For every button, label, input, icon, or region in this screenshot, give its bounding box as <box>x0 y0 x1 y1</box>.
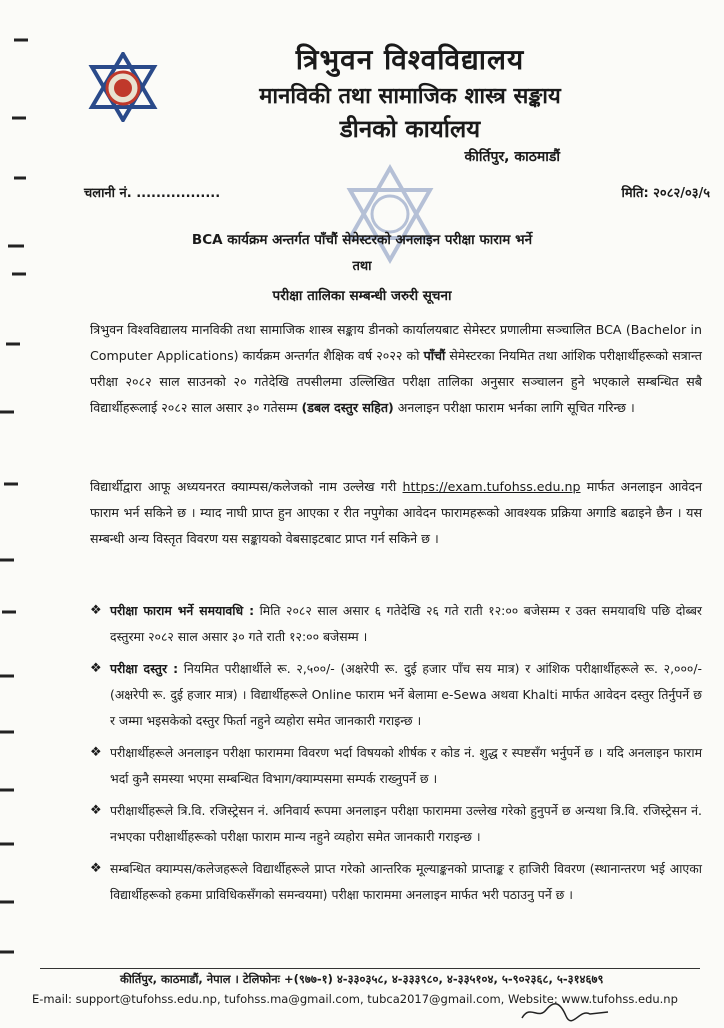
list-item-text: सम्बन्धित क्याम्पस/कलेजहरूले विद्यार्थीहरूले प्राप्त गरेको आन्तरिक मूल्याङ्कनको प्राप्ताङ्क र हाजिरी विवरण (स्थानान्तरण भई आएका विद्यार्थीहरूको हकमा प्राविधिकसँगको समन्वयमा) परीक्षा फाराममा अनलाइन मार्फत भरी पठाउनु पर्ने छ । <box>110 861 702 902</box>
signature <box>520 1000 610 1024</box>
office-name: डीनको कार्यालय <box>339 114 481 143</box>
office-stamp <box>330 160 450 270</box>
intro-text-1: त्रिभुवन विश्वविद्यालय मानविकी तथा सामाजिक शास्त्र सङ्काय डीनको कार्यालयबाट सेमेस्टर प्रणालीमा सञ्चालित BCA (Bachelor in Computer Applications) कार्यक्रम अन्तर्गत शैक्षिक वर्ष २०२२ को <box>90 322 702 363</box>
office-place: कीर्तिपुर, काठमाडौं <box>464 149 560 165</box>
bullet-icon: ❖ <box>90 661 102 676</box>
scan-edge-marks <box>0 0 30 1024</box>
notice-subtitle: परीक्षा तालिका सम्बन्धी जरुरी सूचना <box>272 288 452 304</box>
university-logo <box>88 52 158 122</box>
list-item-text: नियमित परीक्षार्थीले रू. २,५००/- (अक्षरेपी रू. दुई हजार पाँच सय मात्र) र आंशिक परीक्षार्थीहरूले रू. २,०००/- (अक्षरेपी रू. दुई हजार मात्र) । विद्यार्थीहरूले Online फाराम भर्ने बेलामा e-Sewa अथवा Khalti मार्फत आवेदन दस्तुर तिर्नुपर्ने छ र जम्मा भइसकेको दस्तुर फिर्ता नहुने व्यहोरा समेत जानकारी गराइन्छ । <box>110 661 702 728</box>
bullet-icon: ❖ <box>90 745 102 760</box>
instruction-list <box>90 598 702 914</box>
list-item <box>90 740 702 792</box>
list-item <box>90 598 702 650</box>
application-paragraph <box>90 474 702 552</box>
list-item <box>90 856 702 908</box>
notice-title: BCA कार्यक्रम अन्तर्गत पाँचौं सेमेस्टरको अनलाइन परीक्षा फाराम भर्ने <box>191 232 533 248</box>
intro-semester: पाँचौं <box>423 348 446 363</box>
intro-text-2: सेमेस्टरका नियमित तथा आंशिक परीक्षार्थीहरूको सत्रान्त परीक्षा २०८२ साल साउनको २० गतेदेखि तपसीलमा उल्लिखित परीक्षा तालिका अनुसार सञ्चालन हुने भएकाले सम्बन्धित सबै विद्यार्थीहरूलाई २०८२ साल असार ३० गतेसम्म <box>90 348 702 415</box>
dispatch-number: चलानी नं. ................. <box>84 186 221 201</box>
letterhead <box>190 40 630 166</box>
list-item <box>90 798 702 850</box>
intro-text-3: अनलाइन परीक्षा फाराम भर्नका लागि सूचित गरिन्छ । <box>393 400 635 415</box>
footer-contacts: E-mail: support@tufohss.edu.np, tufohss.ma@gmail.com, tubca2017@gmail.com, Website: www.tufohss.edu.np <box>32 992 678 1006</box>
list-item-text: परीक्षार्थीहरूले अनलाइन परीक्षा फाराममा विवरण भर्दा विषयको शीर्षक र कोड नं. शुद्ध र स्पष्टसँग भर्नुपर्ने छ । यदि अनलाइन फाराम भर्दा कुनै समस्या भएमा सम्बन्धित विभाग/क्याम्पसमा सम्पर्क राख्नुपर्ने छ । <box>110 745 702 786</box>
list-item-text: मिति २०८२ साल असार ६ गतेदेखि २६ गते राती १२:०० बजेसम्म र उक्त समयावधि पछि दोब्बर दस्तुरमा २०८२ साल असार ३० गते राती १२:०० बजेसम्म । <box>110 603 702 644</box>
faculty-name: मानविकी तथा सामाजिक शास्त्र सङ्काय <box>259 83 561 109</box>
university-name: त्रिभुवन विश्वविद्यालय <box>295 43 525 76</box>
notice-date: मिति: २०८२/०३/५ <box>621 186 710 201</box>
bullet-icon: ❖ <box>90 803 102 818</box>
footer-address: कीर्तिपुर, काठमाडौं, नेपाल । टेलिफोनः +(९७७-१) ४-३३०३५८, ४-३३३९८०, ४-३३५१०४, ५-९०२३६८, ५-३१४६७९ <box>120 972 604 986</box>
list-item-heading: परीक्षा दस्तुर : <box>110 661 179 676</box>
intro-double-fee: (डबल दस्तुर सहित) <box>301 400 394 415</box>
list-item <box>90 656 702 734</box>
application-text-2: मार्फत अनलाइन आवेदन फाराम भर्न सकिने छ । म्याद नाघी प्राप्त हुन आएका र रीत नपुगेका आवेदन फारामहरूको आवश्यक प्रक्रिया अगाडि बढाइने छैन । यस सम्बन्धी अन्य विस्तृत विवरण यस सङ्कायको वेबसाइटबाट प्राप्त गर्न सकिने छ । <box>90 479 702 546</box>
list-item-text: परीक्षार्थीहरूले त्रि.वि. रजिस्ट्रेसन नं. अनिवार्य रूपमा अनलाइन परीक्षा फाराममा उल्लेख गरेको हुनुपर्ने छ अन्यथा त्रि.वि. रजिस्ट्रेसन नं. नभएका परीक्षार्थीहरूको परीक्षा फाराम मान्य नहुने व्यहोरा समेत जानकारी गराइन्छ । <box>110 803 702 844</box>
bullet-icon: ❖ <box>90 603 102 618</box>
bullet-icon: ❖ <box>90 861 102 876</box>
list-item-heading: परीक्षा फाराम भर्ने समयावधि : <box>110 603 255 618</box>
exam-portal-link[interactable]: https://exam.tufohss.edu.np <box>402 479 581 494</box>
notice-title-conjunction: तथा <box>352 259 372 274</box>
intro-paragraph <box>90 317 702 421</box>
footer-divider <box>40 968 700 969</box>
application-text-1: विद्यार्थीद्वारा आफू अध्ययनरत क्याम्पस/कलेजको नाम उल्लेख गरी <box>90 479 403 494</box>
